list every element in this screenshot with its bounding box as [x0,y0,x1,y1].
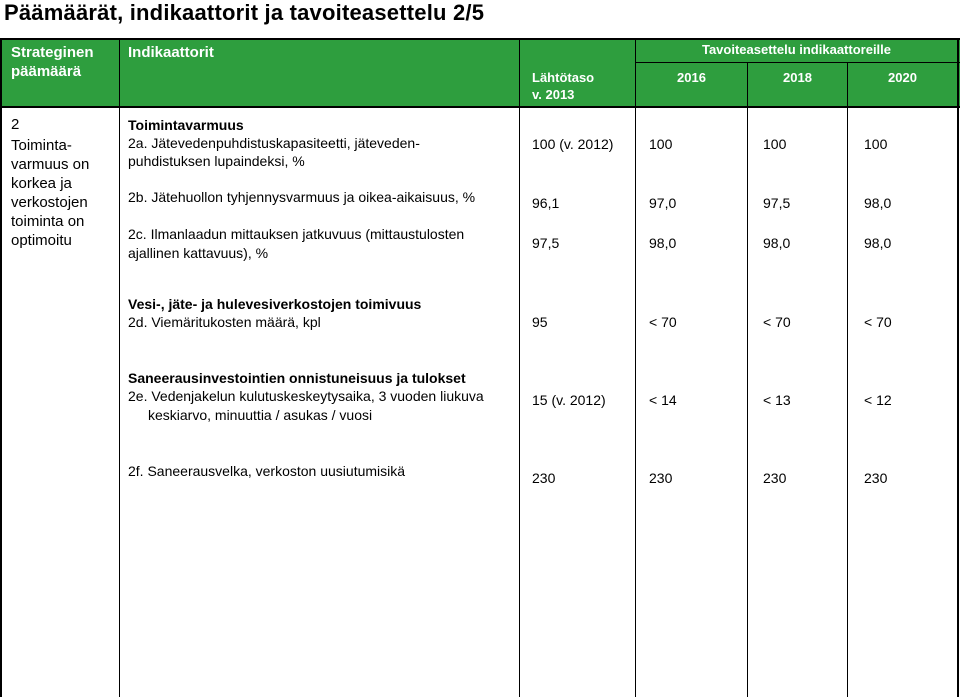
row-2a-baseline: 100 (v. 2012) [532,136,614,152]
row-2f-2018: 230 [763,470,787,486]
row-2c-label-2: ajallinen kattavuus), % [128,245,269,261]
header-indicators: Indikaattorit [128,44,214,61]
row-2f-label: 2f. Saneerausvelka, verkoston uusiutumisikä [128,463,406,479]
row-2b-label: 2b. Jätehuollon tyhjennysvarmuus ja oikea-aikaisuus, % [128,189,476,205]
header-separator [0,106,960,108]
goal-text-6: optimoitu [11,232,72,249]
row-2e-2018: < 13 [763,392,791,408]
col-divider-2 [519,38,520,697]
goal-text-2: varmuus on [11,156,90,173]
row-2a-label-1: 2a. Jätevedenpuhdistuskapasiteetti, jäteveden- [128,135,420,151]
row-2f-2020: 230 [864,470,888,486]
row-2d-baseline: 95 [532,314,548,330]
row-2c-2020: 98,0 [864,235,892,251]
header-year-2016: 2016 [677,70,706,85]
row-2c-baseline: 97,5 [532,235,560,251]
col-divider-3 [635,38,636,697]
page-title: Päämäärät, indikaattorit ja tavoiteasettelu 2/5 [4,0,485,25]
row-2e-label-1: 2e. Vedenjakelun kulutuskeskeytysaika, 3 vuoden liukuva [128,388,484,404]
row-2c-label-1: 2c. Ilmanlaadun mittauksen jatkuvuus (mittaustulosten [128,226,465,242]
row-2a-2020: 100 [864,136,888,152]
row-2e-label-2: keskiarvo, minuuttia / asukas / vuosi [148,407,373,423]
row-2b-2020: 98,0 [864,195,892,211]
row-2f-2016: 230 [649,470,673,486]
row-2c-2018: 98,0 [763,235,791,251]
row-2b-2016: 97,0 [649,195,677,211]
section-heading-toimintavarmuus: Toimintavarmuus [128,117,244,133]
row-2e-2020: < 12 [864,392,892,408]
row-2e-2016: < 14 [649,392,677,408]
row-2c-2016: 98,0 [649,235,677,251]
row-2a-2018: 100 [763,136,787,152]
section-heading-saneeraus: Saneerausinvestointien onnistuneisuus ja tulokset [128,370,466,386]
row-2d-2018: < 70 [763,314,791,330]
col-divider-1 [119,38,120,697]
row-2a-label-2: puhdistuksen lupaindeksi, % [128,153,305,169]
goal-text-1: Toiminta- [11,137,72,154]
section-heading-verkostot: Vesi-, jäte- ja hulevesiverkostojen toimivuus [128,296,422,312]
row-2d-2016: < 70 [649,314,677,330]
goal-text-4: verkostojen [11,194,88,211]
border-right [957,38,959,697]
goal-number: 2 [11,116,20,133]
col-divider-5 [847,62,848,697]
col-divider-4 [747,62,748,697]
row-2a-2016: 100 [649,136,673,152]
row-2b-2018: 97,5 [763,195,791,211]
row-2e-baseline: 15 (v. 2012) [532,392,606,408]
header-baseline-2: v. 2013 [532,87,575,102]
goal-text-3: korkea ja [11,175,72,192]
border-left [0,38,2,697]
targets-subheader-line [635,62,960,63]
row-2f-baseline: 230 [532,470,556,486]
row-2d-2020: < 70 [864,314,892,330]
header-targets-title: Tavoiteasettelu indikaattoreille [701,42,892,57]
header-strategic-goal-2: päämäärä [11,63,82,80]
row-2b-baseline: 96,1 [532,195,560,211]
header-year-2018: 2018 [783,70,812,85]
goal-text-5: toiminta on [11,213,85,230]
border-top [0,38,960,40]
indicator-table [0,38,960,697]
row-2d-label: 2d. Viemäritukosten määrä, kpl [128,314,321,330]
header-baseline-1: Lähtötaso [532,70,595,85]
header-strategic-goal-1: Strateginen [11,44,94,61]
header-year-2020: 2020 [888,70,917,85]
